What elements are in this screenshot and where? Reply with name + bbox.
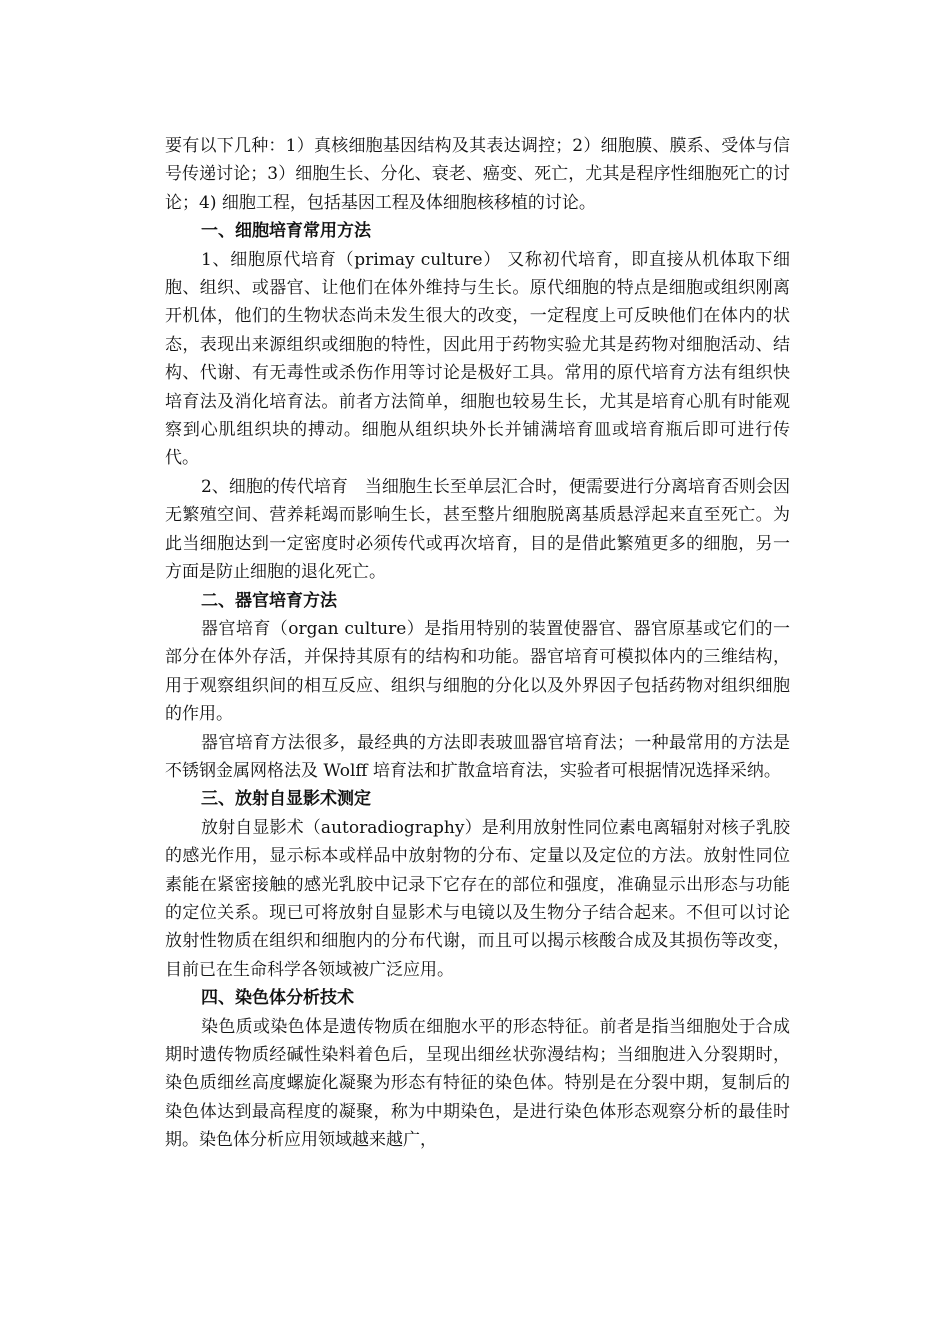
section-heading-1: 一、细胞培育常用方法: [201, 221, 371, 242]
paragraph-organ-culture-methods: 器官培育方法很多，最经典的方法即表玻皿器官培育法；一种最常用的方法是不锈钢金属网格法及 Wolff 培育法和扩散盒培育法，实验者可根据情况选择采纳。: [165, 732, 790, 781]
section-heading-2: 二、器官培育方法: [201, 590, 337, 611]
paragraph-chromosome-analysis: 染色质或染色体是遗传物质在细胞水平的形态特征。前者是指当细胞处于合成期时遗传物质经碱性染料着色后，呈现出细丝状弥漫结构；当细胞进入分裂期时，染色质细丝高度螺旋化凝聚为形态有特征的染色体。特别是在分裂中期，复制后的染色体达到最高程度的凝聚，称为中期染色，是进行染色体形态观察分析的最佳时期。染色体分析应用领域越来越广，: [165, 1016, 790, 1151]
section-heading-3: 三、放射自显影术测定: [201, 789, 371, 810]
section-heading-4: 四、染色体分析技术: [201, 988, 354, 1009]
intro-paragraph: 要有以下几种：1）真核细胞基因结构及其表达调控；2）细胞膜、膜系、受体与信号传递讨论；3）细胞生长、分化、衰老、癌变、死亡，尤其是程序性细胞死亡的讨论；4) 细胞工程，包括基因工程及体细胞核移植的讨论。: [165, 136, 790, 213]
paragraph-autoradiography: 放射自显影术（autoradiography）是利用放射性同位素电离辐射对核子乳胶的感光作用，显示标本或样品中放射物的分布、定量以及定位的方法。放射性同位素能在紧密接触的感光乳胶中记录下它存在的部位和强度，准确显示出形态与功能的定位关系。现已可将放射自显影术与电镜以及生物分子结合起来。不但可以讨论放射性物质在组织和细胞内的分布代谢，而且可以揭示核酸合成及其损伤等改变，目前已在生命科学各领域被广泛应用。: [165, 817, 790, 980]
paragraph-subculture: 2、细胞的传代培育 当细胞生长至单层汇合时，便需要进行分离培育否则会因无繁殖空间、营养耗竭而影响生长，甚至整片细胞脱离基质悬浮起来直至死亡。为此当细胞达到一定密度时必须传代或再次培育，目的是借此繁殖更多的细胞，另一方面是防止细胞的退化死亡。: [165, 476, 790, 583]
document-page: [165, 132, 790, 1155]
paragraph-primary-culture: 1、细胞原代培育（primay culture） 又称初代培育，即直接从机体取下细胞、组织、或器官、让他们在体外维持与生长。原代细胞的特点是细胞或组织刚离开机体，他们的生物状态尚未发生很大的改变，一定程度上可反映他们在体内的状态，表现出来源组织或细胞的特性，因此用于药物实验尤其是药物对细胞活动、结构、代谢、有无毒性或杀伤作用等讨论是极好工具。常用的原代培育方法有组织快培育法及消化培育法。前者方法简单，细胞也较易生长，尤其是培育心肌有时能观察到心肌组织块的搏动。细胞从组织块外长并铺满培育皿或培育瓶后即可进行传代。: [165, 249, 790, 469]
paragraph-organ-culture: 器官培育（organ culture）是指用特别的装置使器官、器官原基或它们的一部分在体外存活，并保持其原有的结构和功能。器官培育可模拟体内的三维结构，用于观察组织间的相互反应、组织与细胞的分化以及外界因子包括药物对组织细胞的作用。: [165, 618, 790, 725]
